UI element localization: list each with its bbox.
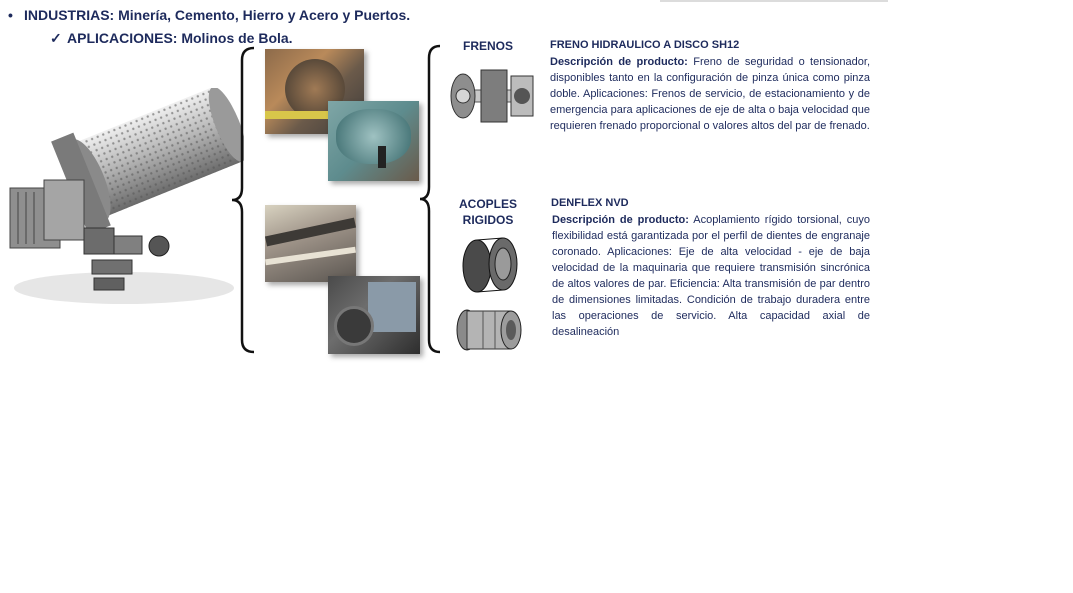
disc-brake-image bbox=[441, 62, 541, 130]
left-brace bbox=[230, 46, 256, 354]
industries-label: INDUSTRIAS: bbox=[24, 7, 115, 23]
mill-photo-3 bbox=[265, 205, 356, 282]
applications-text: Molinos de Bola. bbox=[181, 30, 293, 46]
description-text: Acoplamiento rígido torsional, cuyo flexibilidad está garantizada por el perfil de dientes de engranaje coronado. Aplicaciones: Eje de alta velocidad - eje de baja velocidad de la maquinaria que requiere transmisión sincrónica de altos valores de par. Eficiencia: Alta transmisión de par dentro de dimensiones limitadas. Condición de trabajo duradera entre las operaciones de servicio. Alta capacidad axial de desalineación bbox=[552, 214, 870, 338]
industries-text: Minería, Cemento, Hierro y Acero y Puertos. bbox=[118, 7, 411, 23]
coupling-image-2 bbox=[453, 305, 525, 355]
top-divider bbox=[660, 0, 888, 2]
description-label: Descripción de producto: bbox=[552, 214, 689, 226]
right-brace bbox=[418, 44, 442, 354]
coupling-image-1 bbox=[455, 234, 525, 296]
ball-mill-illustration bbox=[4, 88, 244, 313]
mill-photo-2 bbox=[328, 101, 419, 181]
product-description-freno bbox=[550, 54, 870, 134]
industries-bullet bbox=[8, 7, 410, 23]
applications-bullet bbox=[50, 30, 293, 47]
description-label: Descripción de producto: bbox=[550, 56, 688, 68]
product-title-denflex: DENFLEX NVD bbox=[551, 197, 629, 209]
category-frenos: FRENOS bbox=[462, 39, 513, 53]
category-acoples-line2: RIGIDOS bbox=[462, 213, 514, 227]
category-acoples bbox=[456, 196, 520, 228]
product-description-denflex bbox=[552, 212, 870, 340]
bullet-icon: • bbox=[8, 7, 13, 23]
mill-photo-4 bbox=[328, 276, 420, 354]
description-text: Freno de seguridad o tensionador, disponibles tanto en la configuración de pinza única como pinza doble. Aplicaciones: Frenos de servicio, de estacionamiento y de emergencia para aplicaciones de eje de alta o baja velocidad que requieren frenado proporcional o valores altos del par de frenado. bbox=[550, 56, 870, 132]
checkmark-icon: ✓ bbox=[50, 30, 62, 46]
product-title-freno: FRENO HIDRAULICO A DISCO SH12 bbox=[550, 39, 740, 51]
category-acoples-line1: ACOPLES bbox=[458, 197, 517, 211]
applications-label: APLICACIONES: bbox=[67, 30, 178, 46]
